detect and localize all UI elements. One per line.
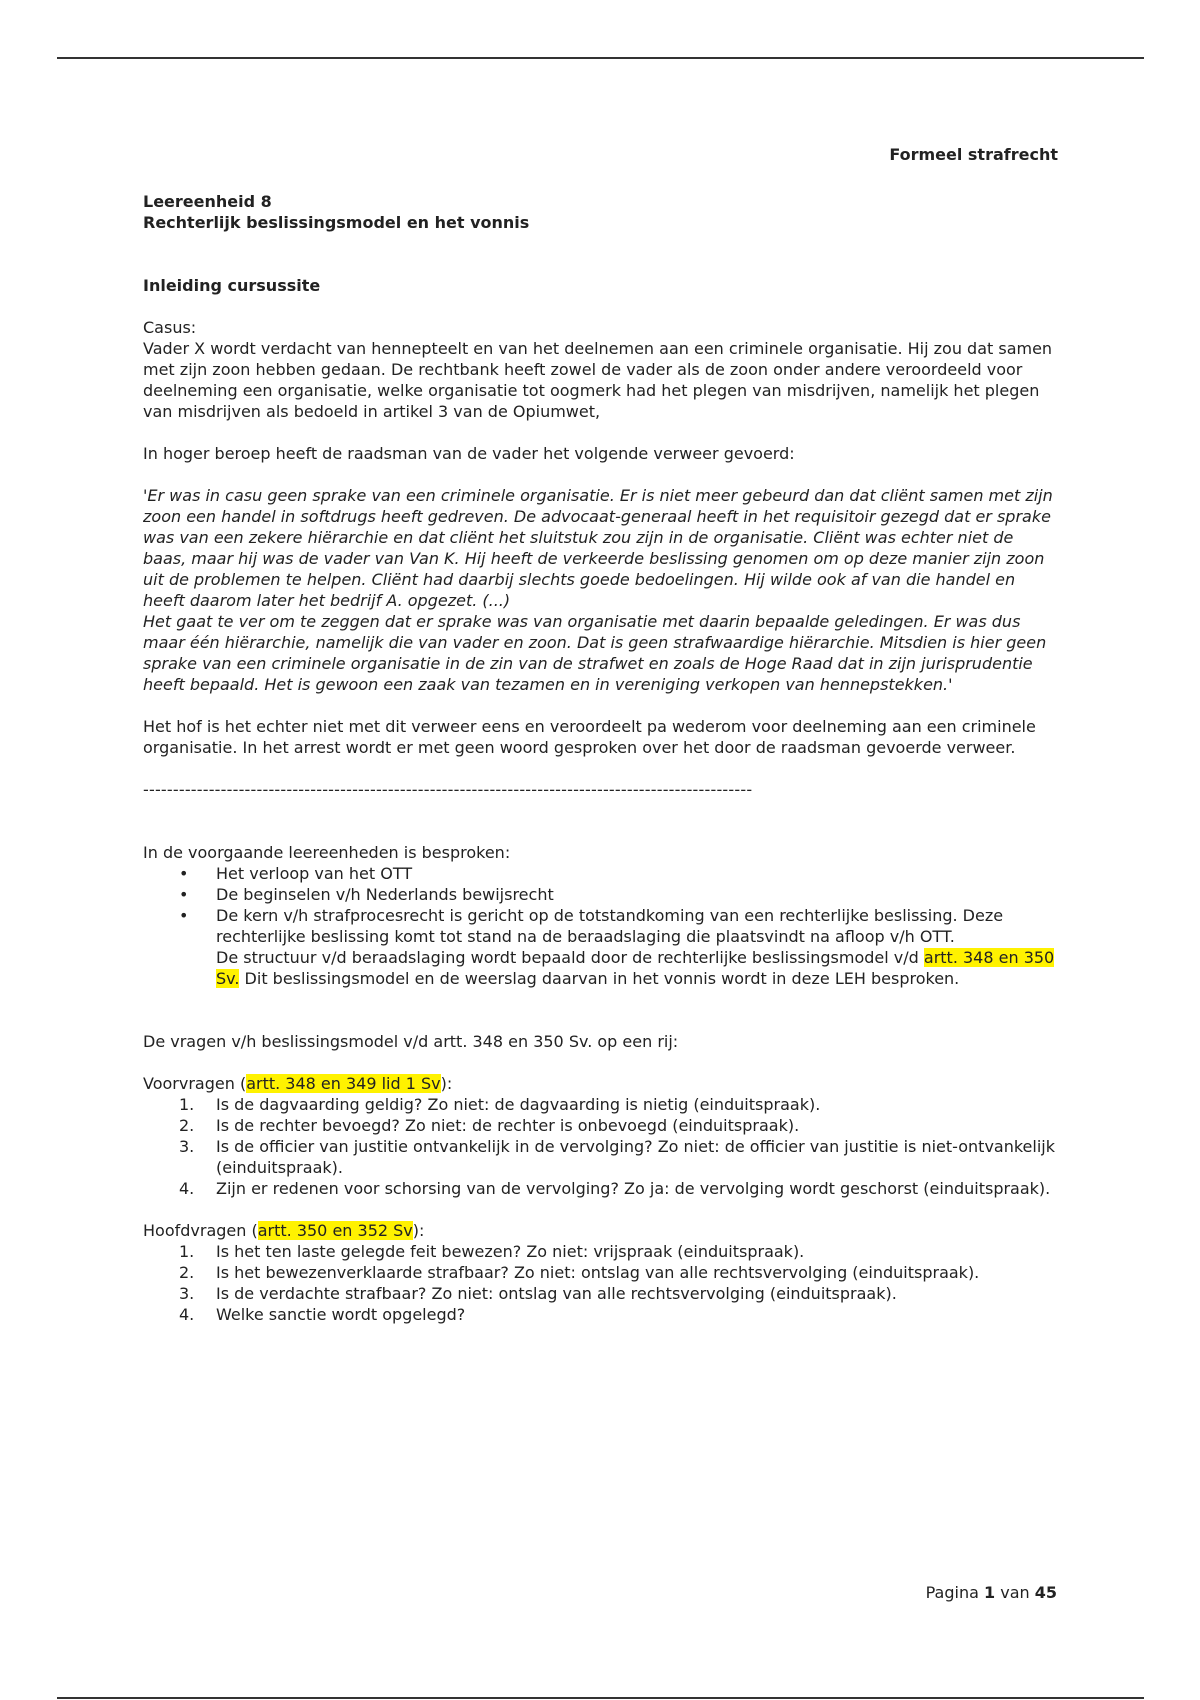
total-pages: 45: [1034, 1583, 1057, 1602]
page-label: Pagina: [925, 1583, 979, 1602]
casus-facts: Vader X wordt verdacht van hennepteelt en van het deelnemen aan een criminele organisatie. Hij zou dat samen met zijn zoon hebben gedaan. De rechtbank heeft zowel de vader als de zoon onder andere veroordeeld voor deelneming een organisatie, welke organisatie tot oogmerk had het plegen van misdrijven, namelijk het plegen van misdrijven als bedoeld in artikel 3 van de Opiumwet,: [143, 339, 1053, 421]
page-number: 1: [983, 1583, 996, 1602]
bullet-icon: •: [179, 864, 189, 883]
hoofdvragen-list: [143, 1241, 1058, 1325]
casus-outcome: Het hof is het echter niet met dit verweer eens en veroordeelt pa wederom voor deelneming aan een criminele organisatie. In het arrest wordt er met geen woord gesproken over het door de raadsman gevoerde verweer.: [143, 717, 1036, 757]
list-item: • Het verloop van het OTT: [179, 864, 413, 883]
list-item: 4. Welke sanctie wordt opgelegd?: [179, 1305, 466, 1324]
bullet-icon: •: [179, 885, 189, 904]
bullet-icon: •: [179, 906, 189, 925]
hoofdvragen-label: Hoofdvragen (artt. 350 en 352 Sv):: [143, 1221, 425, 1240]
list-item: 3. Is de verdachte strafbaar? Zo niet: ontslag van alle rechtsvervolging (einduitspraak).: [179, 1284, 897, 1303]
casus-quote-1: 'Er was in casu geen sprake van een criminele organisatie. Er is niet meer gebeurd dan dat cliënt samen met zijn zoon een handel in softdrugs heeft gedreven. De advocaat-generaal heeft in het requisitoir gezegd dat er sprake was van een zekere hiërarchie en dat cliënt het sluitstuk zou zijn in de organisatie. Cliënt was echter niet de baas, maar hij was de vader van Van K. Hij heeft de verkeerde beslissing genomen om op deze manier zijn zoon uit de problemen te helpen. Cliënt had daarbij slechts goede bedoelingen. Hij wilde ook af van die handel en heeft daarom later het bedrijf A. opgezet. (...): [143, 486, 1053, 610]
list-item: 2. Is de rechter bevoegd? Zo niet: de rechter is onbevoegd (einduitspraak).: [179, 1116, 800, 1135]
separator-line: ------------------------------------------------------------------------------------------------------: [143, 780, 753, 799]
list-item: 3. Is de officier van justitie ontvankelijk in de vervolging? Zo niet: de officier van justitie is niet-ontvankelijk (einduitspraak).: [179, 1137, 1055, 1177]
top-rule: [57, 57, 1144, 59]
previous-units-section: [143, 842, 1058, 989]
casus-appeal: In hoger beroep heeft de raadsman van de vader het volgende verweer gevoerd:: [143, 444, 795, 463]
page-content: [143, 140, 1058, 1325]
list-item: 4. Zijn er redenen voor schorsing van de vervolging? Zo ja: de vervolging wordt geschorst (einduitspraak).: [179, 1179, 1051, 1198]
article-highlight: artt. 350 en 352 Sv: [257, 1221, 413, 1240]
bottom-rule: [57, 1697, 1144, 1699]
list-item: 2. Is het bewezenverklaarde strafbaar? Zo niet: ontslag van alle rechtsvervolging (einduitspraak).: [179, 1263, 980, 1282]
page-footer: [926, 1582, 1057, 1603]
casus-label: Casus:: [143, 318, 197, 337]
list-item: • De kern v/h strafprocesrecht is gericht op de totstandkoming van een rechterlijke beslissing. Deze rechterlijke beslissing komt tot stand na de beraadslaging die plaatsvindt na afloop v/h OTT. De structuur v/d beraadslaging wordt bepaald door de rechterlijke beslissingsmodel v/d artt. 348 en 350 Sv. Dit beslissingsmodel en de weerslag daarvan in het vonnis wordt in deze LEH besproken.: [179, 906, 1055, 988]
previous-units-intro: In de voorgaande leereenheden is besproken:: [143, 843, 511, 862]
of-label: van: [1000, 1583, 1030, 1602]
voorvragen-label: Voorvragen (artt. 348 en 349 lid 1 Sv):: [143, 1074, 453, 1093]
previous-units-list: [143, 863, 1058, 989]
list-item: 1. Is het ten laste gelegde feit bewezen? Zo niet: vrijspraak (einduitspraak).: [179, 1242, 805, 1261]
section-title: Inleiding cursussite: [143, 276, 321, 295]
casus-section: [143, 317, 1058, 758]
list-item: • De beginselen v/h Nederlands bewijsrecht: [179, 885, 554, 904]
list-item: 1. Is de dagvaarding geldig? Zo niet: de dagvaarding is nietig (einduitspraak).: [179, 1095, 821, 1114]
unit-number: Leereenheid 8: [143, 192, 272, 211]
questions-intro: De vragen v/h beslissingsmodel v/d artt. 348 en 350 Sv. op een rij:: [143, 1032, 679, 1051]
unit-title: Rechterlijk beslissingsmodel en het vonnis: [143, 213, 530, 232]
voorvragen-list: [143, 1094, 1058, 1199]
article-highlight: artt. 348 en 349 lid 1 Sv: [246, 1074, 441, 1093]
article-highlight: artt. 348 en 350 Sv.: [216, 948, 1055, 988]
course-title: Formeel strafrecht: [889, 145, 1058, 164]
casus-quote-2: Het gaat te ver om te zeggen dat er sprake was van organisatie met daarin bepaalde geledingen. Er was dus maar één hiërarchie, namelijk die van vader en zoon. Dat is geen strafwaardige hiërarchie. Mitsdien is hier geen sprake van een criminele organisatie in de zin van de strafwet en zoals de Hoge Raad dat in zijn jurisprudentie heeft bepaald. Het is gewoon een zaak van tezamen en in vereniging verkopen van hennepstekken.': [143, 612, 1047, 694]
unit-heading: [143, 191, 1058, 233]
structure-text: De structuur v/d beraadslaging wordt bepaald door de rechterlijke beslissingsmodel v/d: [216, 948, 924, 967]
